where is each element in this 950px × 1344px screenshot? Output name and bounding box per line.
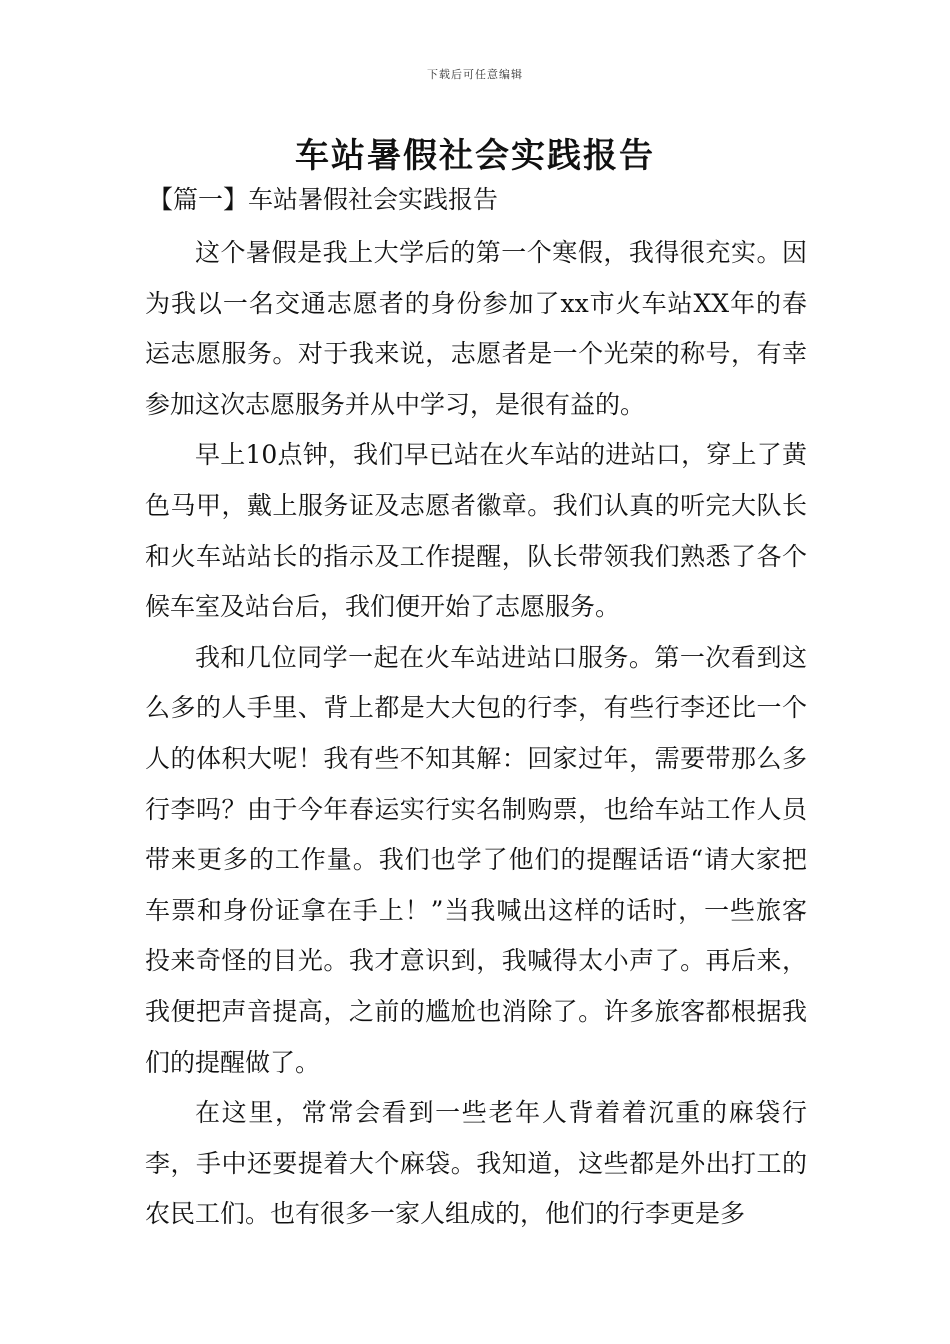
paragraph: 这个暑假是我上大学后的第一个寒假，我得很充实。因为我以一名交通志愿者的身份参加了xx市火车站XX年的春运志愿服务。对于我来说，志愿者是一个光荣的称号，有幸参加这次志愿服务并从中学习，是很有益的。: [145, 238, 807, 419]
paragraph: 我和几位同学一起在火车站进站口服务。第一次看到这么多的人手里、背上都是大大包的行李，有些行李还比一个人的体积大呢！我有些不知其解：回家过年，需要带那么多行李吗？由于今年春运实行实名制购票，也给车站工作人员带来更多的工作量。我们也学了他们的提醒话语“请大家把车票和身份证拿在手上！”当我喊出这样的话时，一些旅客投来奇怪的目光。我才意识到，我喊得太小声了。再后来，我便把声音提高，之前的尴尬也消除了。许多旅客都根据我们的提醒做了。: [145, 642, 807, 1077]
document-title: 车站暑假社会实践报告: [295, 136, 655, 176]
paragraph: 在这里，常常会看到一些老年人背着着沉重的麻袋行李，手中还要提着大个麻袋。我知道，这些都是外出打工的农民工们。也有很多一家人组成的，他们的行李更是多: [145, 1098, 807, 1229]
body-text: [145, 228, 807, 1240]
section-heading: 【篇一】车站暑假社会实践报告: [148, 185, 499, 214]
paragraph: 早上10点钟，我们早已站在火车站的进站口，穿上了黄色马甲，戴上服务证及志愿者徽章。我们认真的听完大队长和火车站站长的指示及工作提醒，队长带领我们熟悉了各个候车室及站台后，我们便开始了志愿服务。: [145, 440, 807, 622]
header-note: 下载后可任意编辑: [427, 68, 523, 81]
